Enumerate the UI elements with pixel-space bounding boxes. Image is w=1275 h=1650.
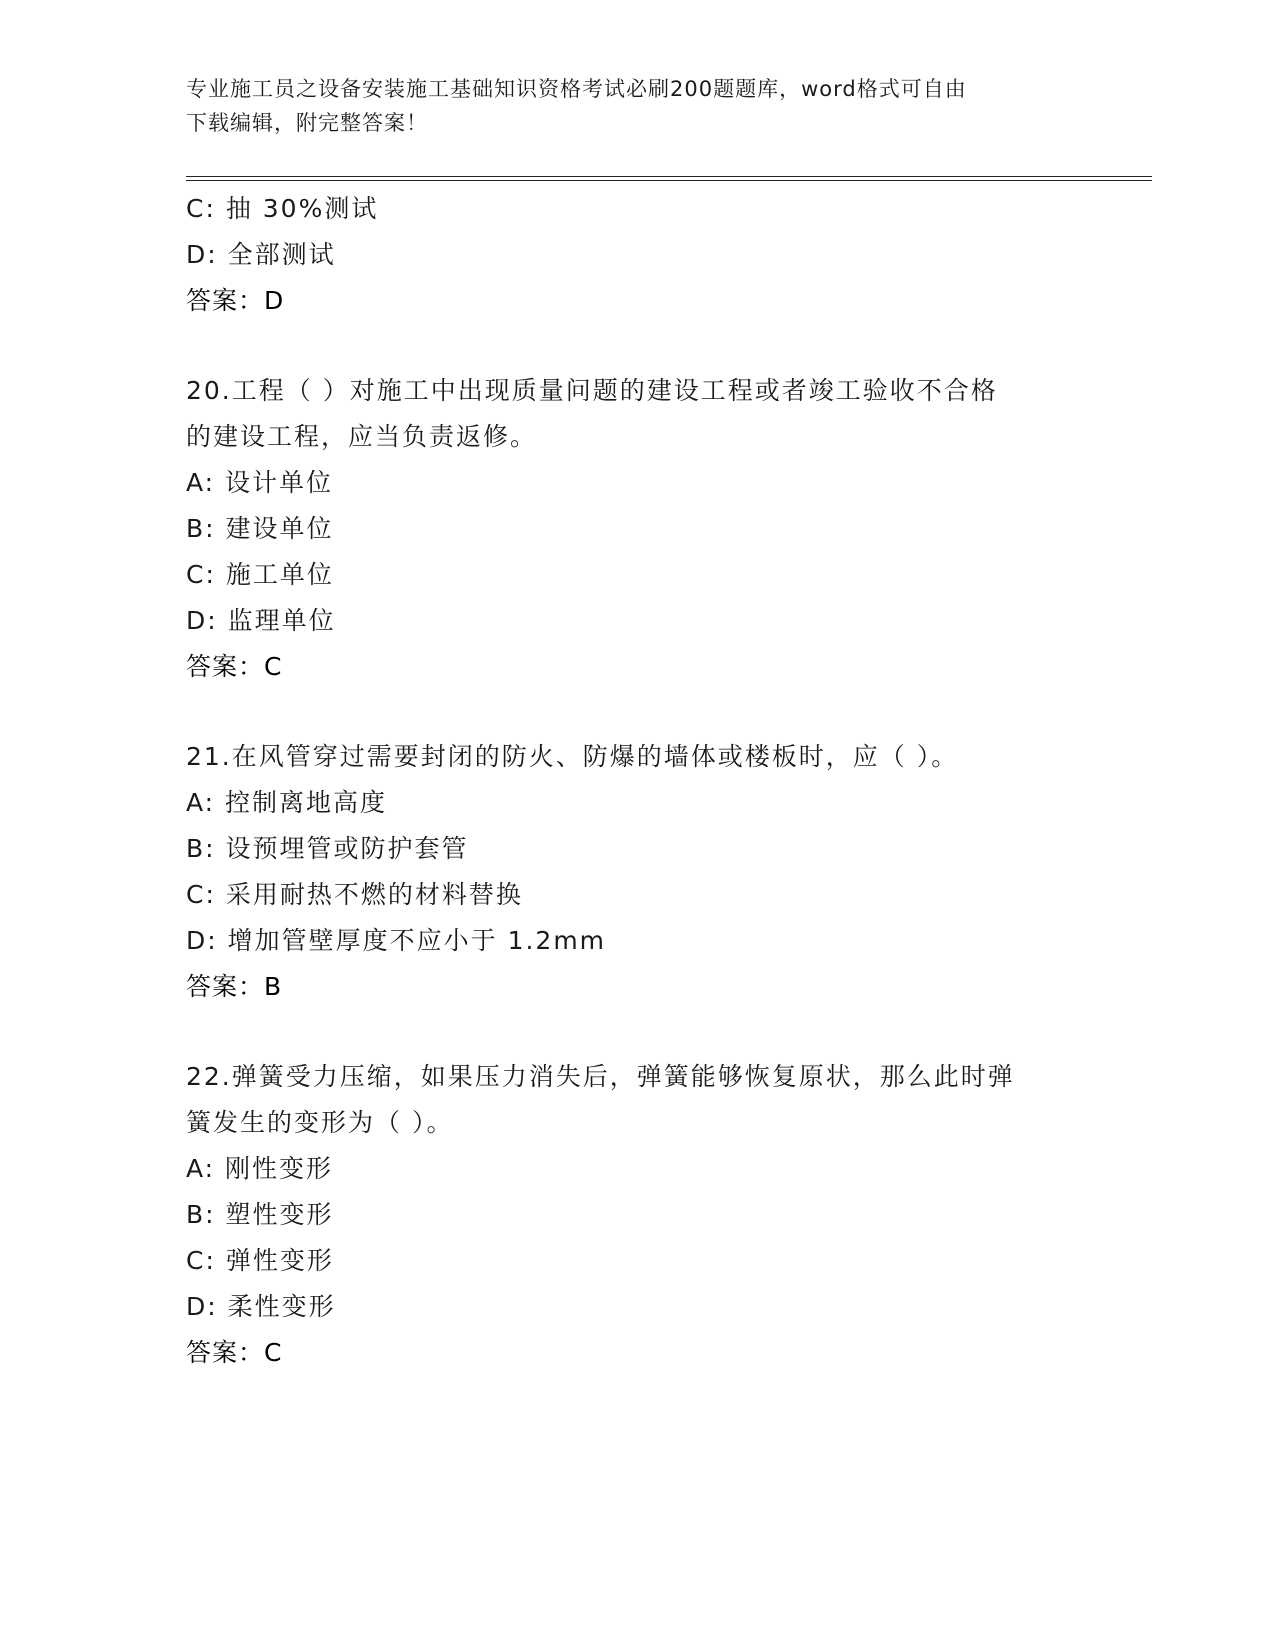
answer: 答案：D [186, 286, 285, 315]
question-line: 21.在风管穿过需要封闭的防火、防爆的墙体或楼板时，应（ ）。 [186, 742, 959, 771]
question-line: 20.工程（ ）对施工中出现质量问题的建设工程或者竣工验收不合格 [186, 376, 998, 405]
spacer [186, 690, 1086, 734]
carryover-question [186, 186, 1086, 324]
option-c: C: 施工单位 [186, 560, 334, 589]
document-header [186, 72, 1086, 140]
answer: 答案：C [186, 1338, 283, 1367]
question-text [186, 734, 1086, 780]
option-d: D: 全部测试 [186, 240, 336, 269]
question-22 [186, 1054, 1086, 1376]
option-c: C: 采用耐热不燃的材料替换 [186, 880, 523, 909]
option-c: C: 弹性变形 [186, 1246, 334, 1275]
header-divider [186, 176, 1152, 181]
option-d: D: 柔性变形 [186, 1292, 336, 1321]
option-c: C: 抽 30%测试 [186, 194, 379, 223]
question-20 [186, 368, 1086, 690]
question-line: 22.弹簧受力压缩，如果压力消失后，弹簧能够恢复原状，那么此时弹 [186, 1062, 1015, 1091]
option-b: B: 设预埋管或防护套管 [186, 834, 469, 863]
option-d: D: 监理单位 [186, 606, 336, 635]
question-text [186, 368, 1086, 460]
answer: 答案：B [186, 972, 283, 1001]
option-a: A: 刚性变形 [186, 1154, 334, 1183]
question-line: 簧发生的变形为（ ）。 [186, 1108, 454, 1137]
option-a: A: 设计单位 [186, 468, 334, 497]
option-b: B: 建设单位 [186, 514, 334, 543]
document-body [186, 186, 1086, 1376]
header-line-2: 下载编辑，附完整答案！ [186, 111, 428, 135]
spacer [186, 1010, 1086, 1054]
answer: 答案：C [186, 652, 283, 681]
option-a: A: 控制离地高度 [186, 788, 388, 817]
header-line-1: 专业施工员之设备安装施工基础知识资格考试必刷200题题库，word格式可自由 [186, 77, 967, 101]
question-text [186, 1054, 1086, 1146]
option-b: B: 塑性变形 [186, 1200, 334, 1229]
option-d: D: 增加管壁厚度不应小于 1.2mm [186, 926, 607, 955]
question-line: 的建设工程，应当负责返修。 [186, 422, 538, 451]
question-21 [186, 734, 1086, 1010]
spacer [186, 324, 1086, 368]
